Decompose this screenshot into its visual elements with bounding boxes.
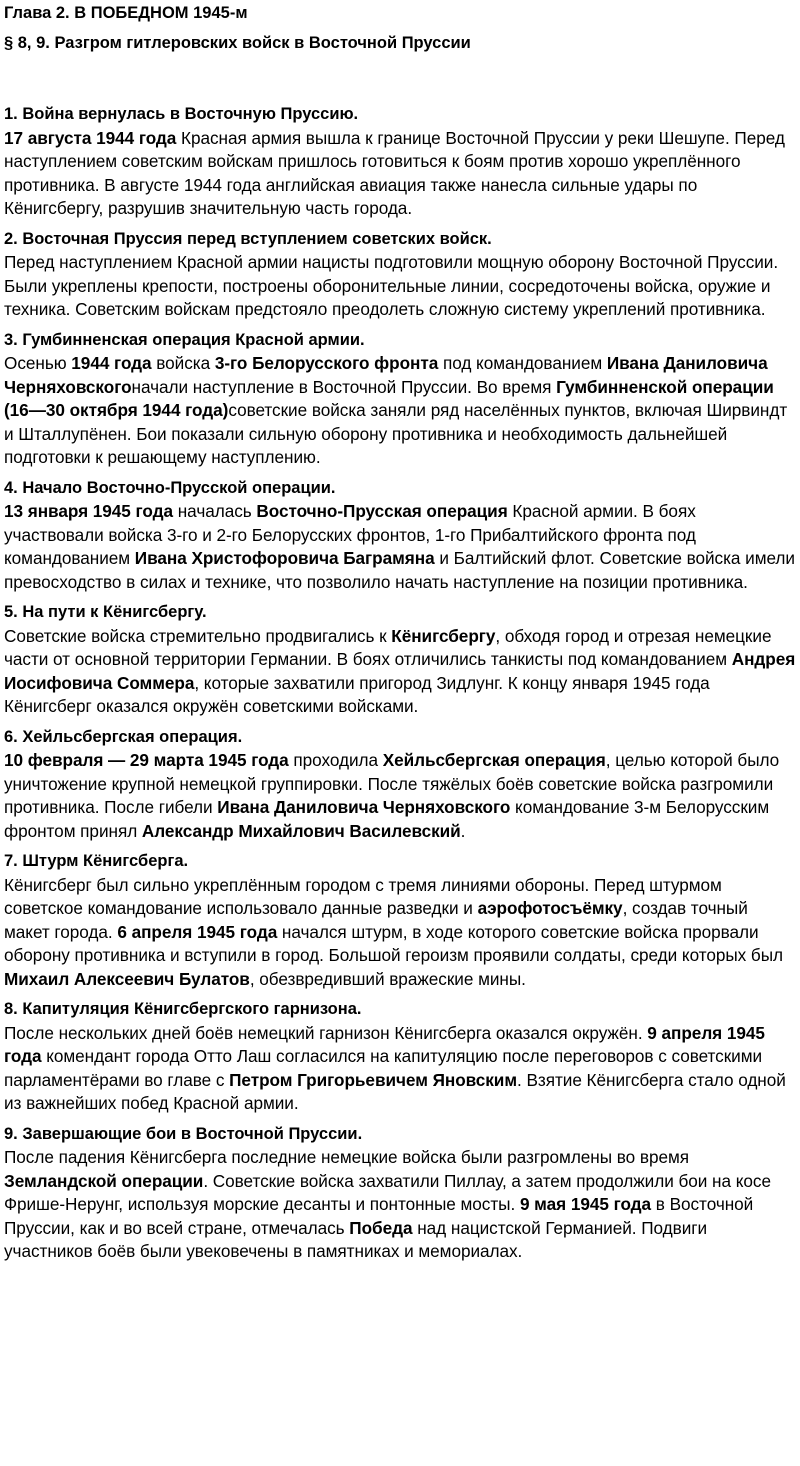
section-5: [4, 601, 796, 719]
emphasis-text: Земландской операции: [4, 1170, 204, 1191]
text-run: Осенью: [4, 353, 72, 373]
section-2: [4, 228, 796, 322]
text-run: войска: [151, 353, 215, 373]
emphasis-text: Победа: [349, 1217, 413, 1238]
emphasis-text: Андрея Иосифовича Соммера: [4, 649, 796, 693]
text-run: .: [460, 820, 466, 841]
emphasis-text: Гумбинненской операции (16—30 октября 1944 года): [4, 376, 774, 420]
text-run: комендант города Отто Лаш согласился на капитуляцию после переговоров с советскими парламентёрами во главе с: [4, 1046, 763, 1090]
section-text: [4, 1022, 796, 1116]
text-run: проходила: [288, 750, 383, 770]
section-title: 6. Хейльсбергская операция.: [4, 727, 243, 746]
emphasis-text: аэрофотосъёмку: [477, 898, 623, 918]
section-3: [4, 329, 796, 470]
text-run: , целью которой было уничтожение крупной немецкой группировки. После тяжёлых боёв советские войска разгромили противника. После гибели: [4, 750, 780, 817]
text-run: под командованием: [438, 353, 607, 373]
text-run: Красной армии. В боях участвовали войска 3-го и 2-го Белорусских фронтов, 1-го Прибалтийского фронта под командованием: [4, 501, 696, 568]
section-text: [4, 500, 796, 594]
text-run: над нацистской Германией. Подвиги участников боёв были увековечены в памятниках и мемориалах.: [4, 1217, 708, 1261]
text-run: . Взятие Кёнигсберга стало одной из важнейших побед Красной армии.: [4, 1069, 786, 1113]
text-run: в Восточной Пруссии, как и во всей стране, отмечалась: [4, 1194, 754, 1238]
text-run: . Советские войска захватили Пиллау, а затем продолжили бои на косе Фрише-Нерунг, используя морские десанты и понтонные мосты.: [4, 1170, 771, 1214]
text-run: Советские войска стремительно продвигались к: [4, 625, 392, 646]
section-title: 2. Восточная Пруссия перед вступлением советских войск.: [4, 229, 492, 248]
section-text: [4, 352, 796, 470]
section-text: [4, 749, 796, 843]
emphasis-text: Петром Григорьевичем Яновским: [229, 1069, 517, 1090]
section-title: 9. Завершающие бои в Восточной Пруссии.: [4, 1124, 363, 1143]
emphasis-text: Ивана Христофоровича Баграмяна: [134, 548, 435, 568]
sections-container: [4, 103, 796, 1264]
section-9: [4, 1123, 796, 1264]
section-title: 1. Война вернулась в Восточную Пруссию.: [4, 105, 359, 123]
section-title: 4. Начало Восточно-Прусской операции.: [4, 478, 336, 497]
section-title: 5. На пути к Кёнигсбергу.: [4, 603, 207, 621]
text-run: командование 3-м Белорусским фронтом принял: [4, 797, 770, 841]
text-run: После нескольких дней боёв немецкий гарнизон Кёнигсберга оказался окружён.: [4, 1022, 648, 1043]
text-run: Красная армия вышла к границе Восточной Пруссии у реки Шешупе. Перед наступлением советским войскам пришлось готовиться к боям против хорошо укреплённого противника. В августе 1944 года английская авиация также нанесла сильные удары по Кёнигсбергу, разрушив значительную часть города.: [4, 127, 785, 218]
text-run: Кёнигсберг был сильно укреплённым городом с тремя линиями обороны. Перед штурмом советское командование использовало данные разведки и: [4, 874, 722, 918]
section-title: 7. Штурм Кёнигсберга.: [4, 852, 189, 870]
section-text: [4, 1146, 796, 1264]
section-4: [4, 477, 796, 595]
emphasis-text: Восточно-Прусская операция: [256, 501, 508, 521]
emphasis-text: Михаил Алексеевич Булатов: [4, 968, 250, 989]
emphasis-text: 1944 года: [71, 353, 152, 373]
section-7: [4, 850, 796, 991]
section-title: 8. Капитуляция Кёнигсбергского гарнизона.: [4, 1000, 362, 1018]
emphasis-text: 13 января 1945 года: [4, 501, 174, 521]
section-text: [4, 874, 796, 992]
emphasis-text: Кёнигсбергу: [391, 625, 496, 646]
emphasis-text: 9 апреля 1945 года: [4, 1022, 765, 1066]
text-run: начался штурм, в ходе которого советские войска прорвали оборону противника и вступили в город. Большой героизм проявили солдаты, среди которых был: [4, 921, 784, 965]
section-text: [4, 625, 796, 719]
text-run: и Балтийский флот. Советские войска имели превосходство в силах и технике, что позволило начать наступление на позиции противника.: [4, 548, 795, 592]
chapter-title: Глава 2. В ПОБЕДНОМ 1945-м: [4, 4, 248, 22]
section-text: [4, 251, 796, 322]
emphasis-text: 3-го Белорусского фронта: [214, 353, 439, 373]
section-6: [4, 726, 796, 844]
emphasis-text: Ивана Даниловича Черняховского: [4, 353, 768, 397]
text-run: советские войска заняли ряд населённых пунктов, включая Ширвиндт и Шталлупёнен. Бои показали сильную оборону противника и необходимость дальнейшей подготовки к решающему наступлению.: [4, 400, 788, 467]
paragraph-title: § 8, 9. Разгром гитлеровских войск в Восточной Пруссии: [4, 34, 471, 52]
emphasis-text: 10 февраля — 29 марта 1945 года: [4, 750, 289, 770]
text-run: , создав точный макет города.: [4, 898, 748, 942]
emphasis-text: 17 августа 1944 года: [4, 127, 177, 148]
emphasis-text: Александр Михайлович Василевский: [141, 820, 461, 841]
emphasis-text: Хейльсбергская операция: [382, 750, 606, 770]
text-run: , обезвредивший вражеские мины.: [249, 968, 526, 989]
emphasis-text: 6 апреля 1945 года: [117, 921, 278, 942]
text-run: началась: [173, 501, 257, 521]
section-title: 3. Гумбинненская операция Красной армии.: [4, 330, 365, 349]
text-run: , которые захватили пригород Зидлунг. К концу января 1945 года Кёнигсберг оказался окружён советскими войсками.: [4, 672, 710, 716]
emphasis-text: 9 мая 1945 года: [519, 1194, 652, 1214]
section-8: [4, 998, 796, 1116]
emphasis-text: Ивана Даниловича Черняховского: [217, 797, 511, 817]
text-run: Перед наступлением Красной армии нацисты подготовили мощную оборону Восточной Пруссии. Были укреплены крепости, построены оборонительные линии, сосредоточены войска, оружие и техника. Советским войскам предстояло преодолеть сложную систему укреплений противника.: [4, 252, 779, 319]
text-run: После падения Кёнигсберга последние немецкие войска были разгромлены во время: [4, 1147, 690, 1167]
section-1: [4, 103, 796, 221]
text-run: , обходя город и отрезая немецкие части от основной территории Германии. В боях отличились танкисты под командованием: [4, 625, 772, 669]
section-text: [4, 127, 796, 221]
text-run: начали наступление в Восточной Пруссии. Во время: [131, 376, 557, 397]
